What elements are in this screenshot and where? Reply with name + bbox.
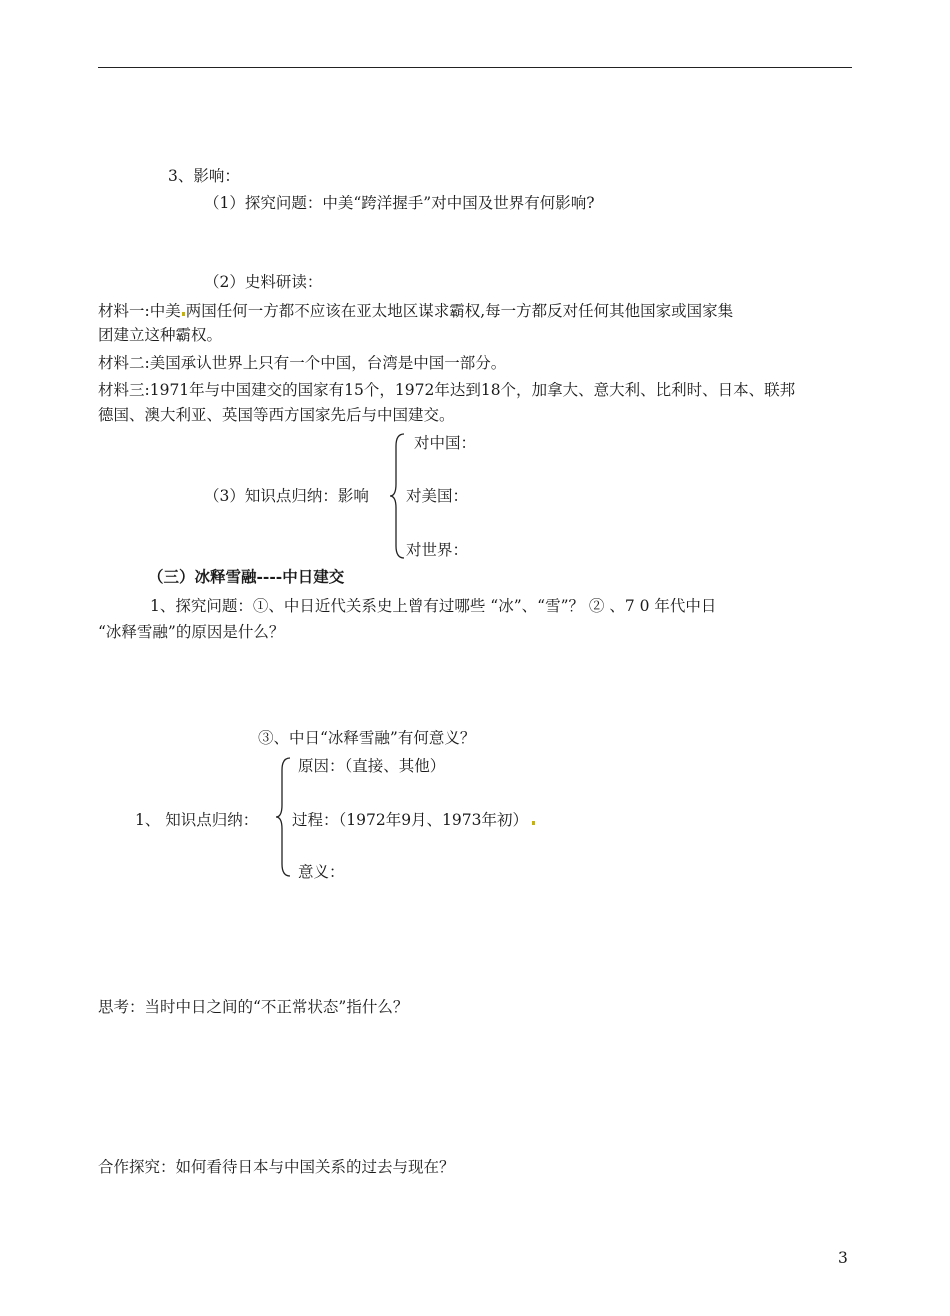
knowledge-summary-label: 1、 知识点归纳： xyxy=(135,811,259,829)
header-rule xyxy=(98,67,852,68)
impact-item-china: 对中国： xyxy=(414,434,477,452)
inquiry-question-line-1: 1、探究问题：①、中日近代关系史上曾有过哪些 “冰”、“雪”？ ② 、7 0 年代中日 xyxy=(150,597,717,615)
material-reading-label: （2）史料研读： xyxy=(204,273,323,291)
material-one xyxy=(98,301,733,321)
yellow-mark xyxy=(182,312,185,316)
material-one-continued: 团建立这种霸权。 xyxy=(98,326,223,344)
knowledge-item-process-text: 过程：（1972年9月、1973年初） xyxy=(292,811,529,829)
knowledge-item-process xyxy=(292,810,536,830)
impact-item-usa: 对美国： xyxy=(406,487,469,505)
yellow-mark xyxy=(532,821,535,825)
inquiry-question-line-2: “冰释雪融”的原因是什么？ xyxy=(98,623,285,641)
material-one-part-a: 材料一:中美 xyxy=(98,302,181,320)
inquiry-question: （1）探究问题：中美“跨洋握手”对中国及世界有何影响? xyxy=(204,194,595,212)
material-two: 材料二:美国承认世界上只有一个中国，台湾是中国一部分。 xyxy=(98,354,507,372)
material-three-line-1: 材料三:1971年与中国建交的国家有15个，1972年达到18个，加拿大、意大利、比利时、日本、联邦 xyxy=(98,381,796,399)
material-three-line-2: 德国、澳大利亚、英国等西方国家先后与中国建交。 xyxy=(98,406,455,424)
knowledge-item-cause: 原因：（直接、其他） xyxy=(298,757,446,775)
knowledge-item-significance: 意义： xyxy=(298,863,345,881)
think-question: 思考：当时中日之间的“不正常状态”指什么？ xyxy=(98,998,409,1016)
impact-item-world: 对世界： xyxy=(406,541,469,559)
section-heading: 3、影响： xyxy=(168,167,240,185)
material-one-part-b: 两国任何一方都不应该在亚太地区谋求霸权,每一方都反对任何其他国家或国家集 xyxy=(185,302,734,320)
page-number: 3 xyxy=(838,1249,848,1267)
part-three-title: （三）冰释雪融----中日建交 xyxy=(148,567,345,586)
inquiry-question-3: ③、中日“冰释雪融”有何意义？ xyxy=(258,729,476,747)
cooperative-inquiry: 合作探究：如何看待日本与中国关系的过去与现在？ xyxy=(98,1158,455,1176)
impact-summary-label: （3）知识点归纳：影响 xyxy=(204,487,369,505)
